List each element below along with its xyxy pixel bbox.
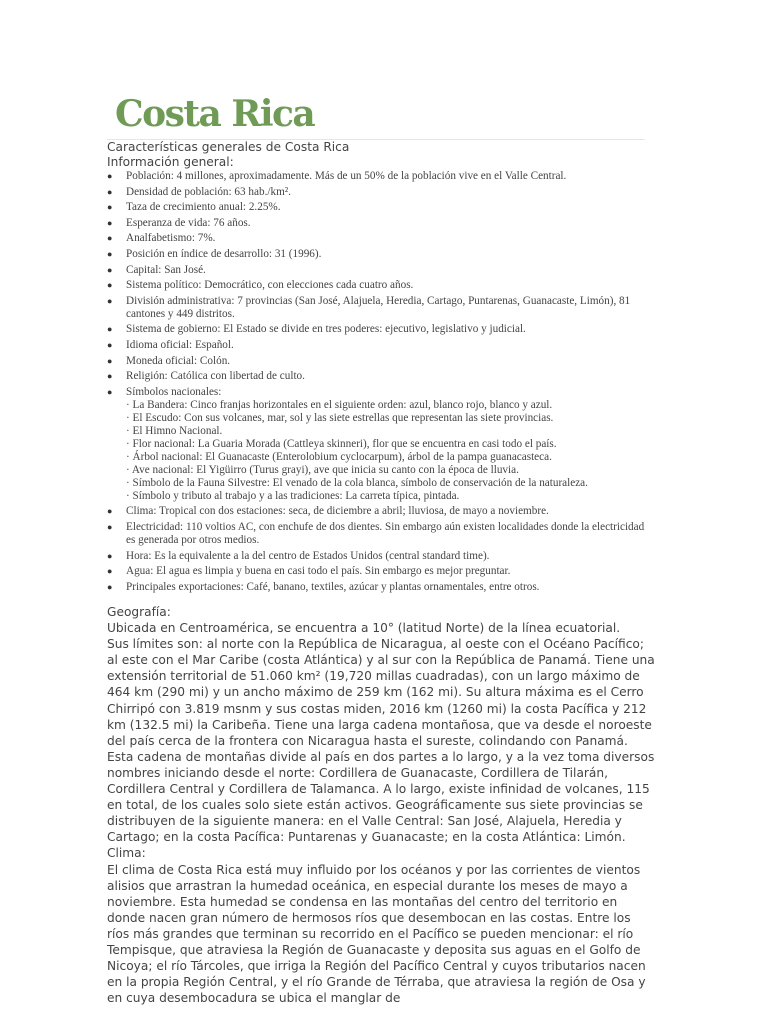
info-heading: Información general:	[107, 155, 234, 169]
list-item: ● Población: 4 millones, aproximadamente. Más de un 50% de la población vive en el Valle Central.	[107, 170, 567, 182]
bullet-icon: ●	[107, 233, 113, 244]
list-item: ● Densidad de población: 63 hab./km².	[107, 185, 291, 198]
symbol-item: · Ave nacional: El Yigüirro (Turus grayi), ave que inicia su canto con la época de lluvia.	[126, 463, 519, 476]
clima-paragraph-1: El clima de Costa Rica está muy influido por los océanos y por las corrientes de vientos alisios que arrastran la humedad oceánica, en especial durante los meses de mayo a noviembre. Esta humedad se condensa en las montañas del centro del territorio en donde nacen gran número de hermosos ríos que desembocan en las costas. Entre los ríos más grandes que terminan su recorrido en el Pacífico se pueden mencionar: el río Tempisque, que atraviesa la Región de Guanacaste y deposita sus aguas en el Golfo de Nicoya; el río Tárcoles, que irriga la Región del Pacífico Central y cuyos tributarios nacen en la propia Región Central, y el río Grande de Térraba, que atraviesa la región de Osa y en cuya desembocadura se ubica el manglar de	[107, 862, 646, 1006]
bullet-icon: ●	[107, 171, 113, 181]
list-item: ● Analfabetismo: 7%.	[107, 232, 216, 245]
symbol-item: · Flor nacional: La Guaria Morada (Cattleya skinneri), flor que se encuentra en casi todo el país.	[126, 437, 557, 450]
bullet-icon: ●	[107, 521, 113, 532]
symbol-item: · El Himno Nacional.	[126, 424, 223, 437]
symbol-item: · La Bandera: Cinco franjas horizontales en el siguiente orden: azul, blanco rojo, blanco y azul.	[126, 398, 553, 411]
list-item: ● Moneda oficial: Colón.	[107, 354, 231, 367]
bullet-icon: ●	[107, 280, 113, 291]
bullet-icon: ●	[107, 264, 113, 275]
bullet-icon: ●	[107, 371, 113, 382]
bullet-icon: ●	[107, 550, 113, 561]
symbol-item: · Símbolo y tributo al trabajo y a las tradiciones: La carreta típica, pintada.	[126, 489, 460, 502]
list-item: ● División administrativa: 7 provincias (San José, Alajuela, Heredia, Cartago, Puntarenas, Guanacaste, Limón), 81 cantones y 449 distritos.	[107, 294, 631, 320]
bullet-icon: ●	[107, 581, 113, 592]
list-item: ● Religión: Católica con libertad de culto.	[107, 370, 305, 383]
list-item: ● Principales exportaciones: Café, banano, textiles, azúcar y plantas ornamentales, entre otros.	[107, 580, 540, 593]
geo-paragraph-2: Sus límites son: al norte con la República de Nicaragua, al oeste con el Océano Pacífico; al este con el Mar Caribe (costa Atlántica) y al sur con la República de Panamá. Tiene una extensión territorial de 51.060 km² (19,720 millas cuadradas), con un largo máximo de 464 km (290 mi) y un ancho máximo de 259 km (162 mi). Su altura máxima es el Cerro Chirripó con 3.819 msnm y sus costas miden, 2016 km (1260 mi) la costa Pacífica y 212 km (132.5 mi) la Caribeña. Tiene una larga cadena montañosa, que va desde el noroeste del país cerca de la frontera con Nicaragua hasta el sureste, colindando con Panamá. Esta cadena de montañas divide al país en dos partes a lo largo, y a la vez toma diversos nombres iniciando desde el norte: Cordillera de Guanacaste, Cordillera de Tilarán, Cordillera Central y Cordillera de Talamanca. A lo largo, existe infinidad de volcanes, 115 en total, de los cuales solo siete están activos. Geográficamente sus siete provincias se distribuyen de la siguiente manera: en el Valle Central: San José, Alajuela, Heredia y Cartago; en la costa Pacífica: Puntarenas y Guanacaste; en la costa Atlántica: Limón.	[107, 637, 655, 845]
clima-heading: Clima:	[107, 846, 146, 861]
facts-list	[107, 170, 647, 596]
page-title: Costa Rica	[115, 93, 315, 135]
geo-paragraph-1: Ubicada en Centroamérica, se encuentra a 10° (latitud Norte) de la línea ecuatorial.	[107, 621, 621, 636]
list-item: ● Posición en índice de desarrollo: 31 (1996).	[107, 247, 322, 260]
list-item: ● Hora: Es la equivalente a la del centro de Estados Unidos (central standard time).	[107, 549, 490, 562]
symbol-item: · El Escudo: Con sus volcanes, mar, sol y las siete estrellas que representan las siete provincias.	[126, 411, 554, 424]
list-item: ● Agua: El agua es limpia y buena en casi todo el país. Sin embargo es mejor preguntar.	[107, 565, 511, 578]
list-item: ● Sistema de gobierno: El Estado se divide en tres poderes: ejecutivo, legislativo y judicial.	[107, 323, 526, 336]
bullet-icon: ●	[107, 295, 113, 306]
bullet-icon: ●	[107, 566, 113, 577]
bullet-icon: ●	[107, 355, 113, 366]
bullet-icon: ●	[107, 324, 113, 335]
list-item: ● Sistema político: Democrático, con elecciones cada cuatro años.	[107, 279, 414, 292]
list-item-symbols	[107, 386, 647, 503]
body-section	[107, 604, 655, 1006]
bullet-icon: ●	[107, 339, 113, 350]
list-item: ● Capital: San José.	[107, 263, 206, 276]
list-item: ● Idioma oficial: Español.	[107, 338, 234, 351]
list-item: ● Clima: Tropical con dos estaciones: seca, de diciembre a abril; lluviosa, de mayo a noviembre.	[107, 505, 549, 518]
list-item: ● Esperanza de vida: 76 años.	[107, 216, 251, 229]
bullet-icon: ●	[107, 186, 113, 197]
bullet-icon: ●	[107, 202, 113, 213]
geo-heading: Geografía:	[107, 605, 171, 619]
symbol-item: · Árbol nacional: El Guanacaste (Enterolobium cyclocarpum), árbol de la pampa guanacasteca.	[126, 450, 552, 463]
list-item: ● Electricidad: 110 voltios AC, con enchufe de dos dientes. Sin embargo aún existen localidades donde la electricidad es generada por otros medios.	[107, 520, 645, 546]
symbols-heading: Símbolos nacionales:	[126, 385, 222, 398]
bullet-icon: ●	[107, 248, 113, 259]
list-item: ● Taza de crecimiento anual: 2.25%.	[107, 201, 281, 214]
subtitle: Características generales de Costa Rica	[107, 140, 350, 154]
symbol-item: · Símbolo de la Fauna Silvestre: El venado de la cola blanca, símbolo de conservación de la naturaleza.	[126, 476, 588, 489]
bullet-icon: ●	[107, 217, 113, 228]
bullet-icon: ●	[107, 506, 113, 517]
bullet-icon: ●	[107, 386, 113, 397]
